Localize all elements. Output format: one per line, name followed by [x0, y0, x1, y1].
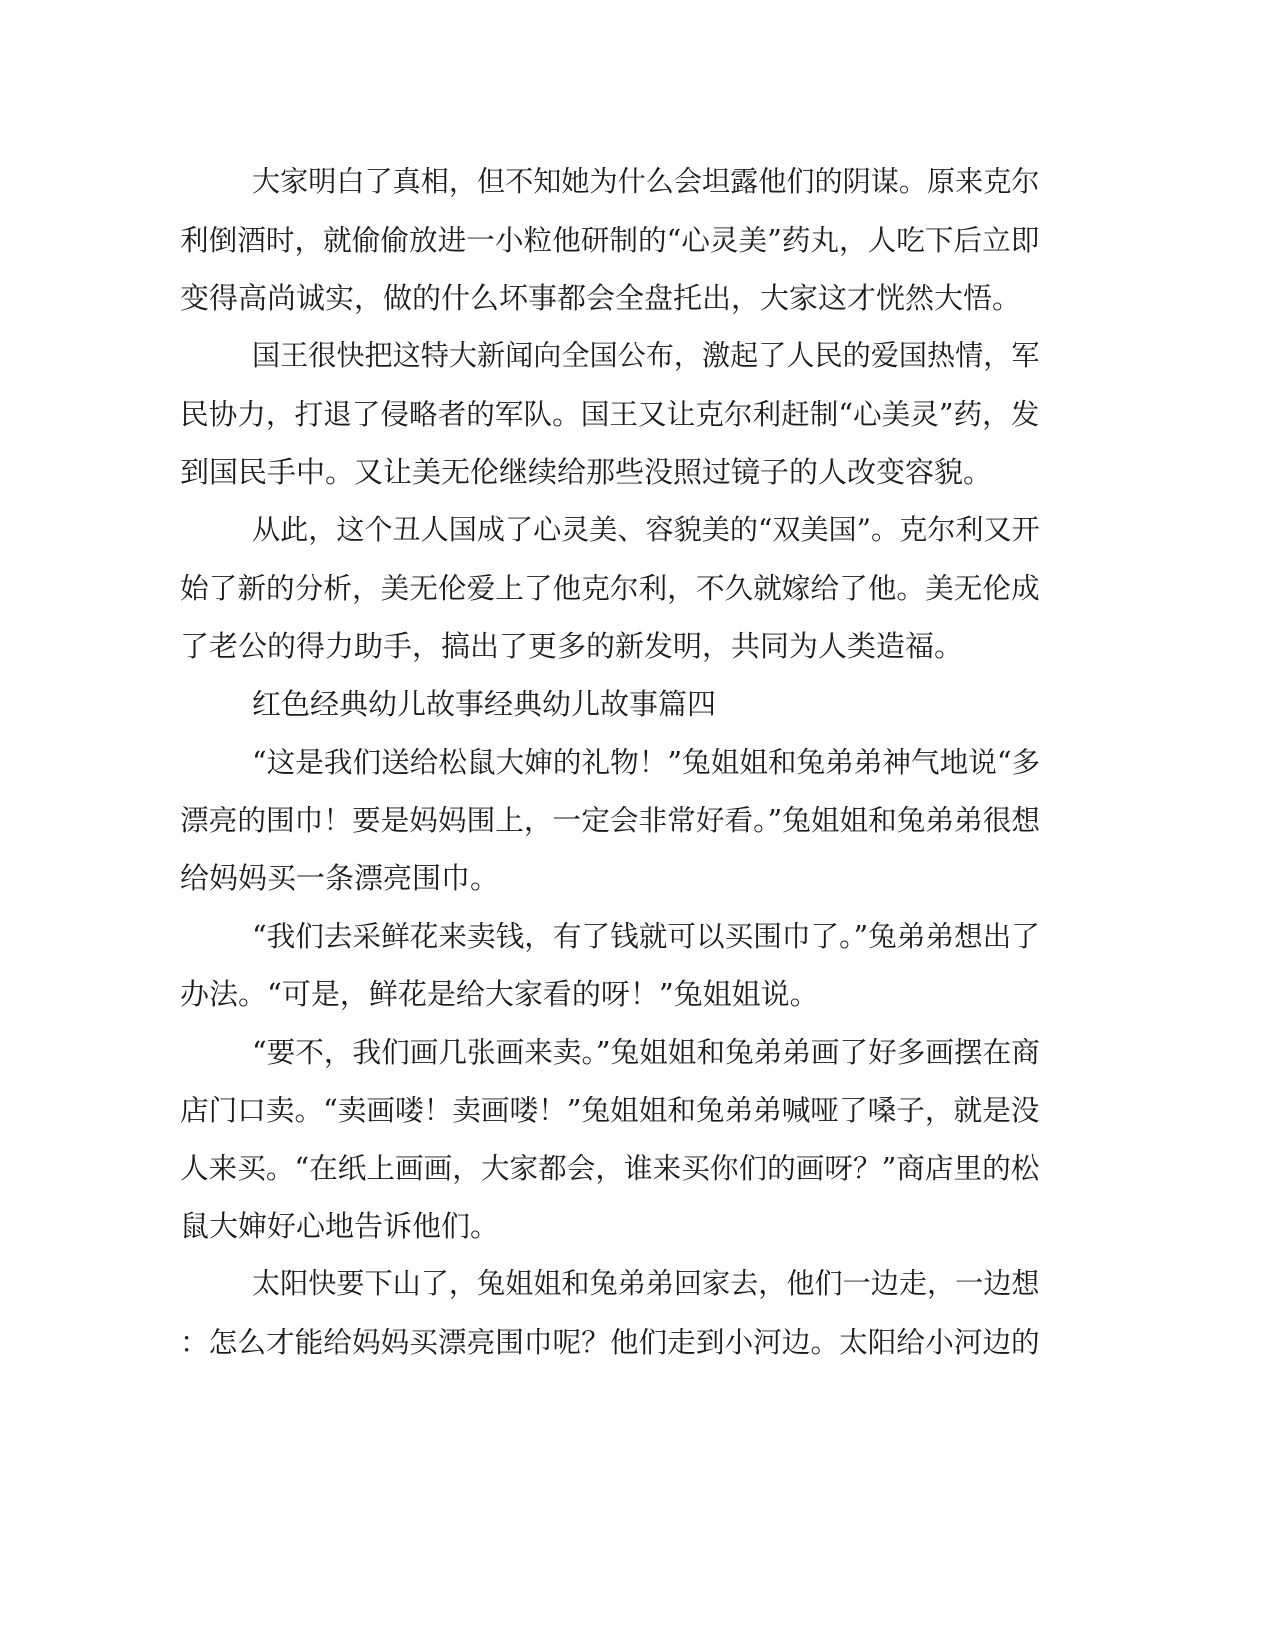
paragraph-line: 办法。“可是，鲜花是给大家看的呀！”兔姐姐说。: [180, 977, 819, 1011]
paragraph-line: ：怎么才能给妈妈买漂亮围巾呢？他们走到小河边。太阳给小河边的: [180, 1325, 1040, 1359]
paragraph-line: 太阳快要下山了，兔姐姐和兔弟弟回家去，他们一边走，一边想: [252, 1267, 1040, 1300]
paragraph-line: 变得高尚诚实，做的什么坏事都会全盘托出，大家这才恍然大悟。: [180, 281, 1022, 315]
paragraph-line: “要不，我们画几张画来卖。”兔姐姐和兔弟弟画了好多画摆在商: [252, 1035, 1040, 1069]
paragraph-line: 给妈妈买一条漂亮围巾。: [180, 861, 500, 895]
paragraph-line: 始了新的分析，美无伦爱上了他克尔利，不久就嫁给了他。美无伦成: [180, 571, 1040, 605]
paragraph-line: 漂亮的围巾！要是妈妈围上，一定会非常好看。”兔姐姐和兔弟弟很想: [180, 803, 1041, 837]
paragraph-line: 民协力，打退了侵略者的军队。国王又让克尔利赶制“心美灵”药，发: [180, 397, 1040, 431]
paragraph-line: 店门口卖。“卖画喽！卖画喽！”兔姐姐和兔弟弟喊哑了嗓子，就是没: [180, 1093, 1040, 1127]
paragraph-line: 大家明白了真相，但不知她为什么会坦露他们的阴谋。原来克尔: [252, 165, 1040, 198]
paragraph-line: 了老公的得力助手，搞出了更多的新发明，共同为人类造福。: [180, 629, 964, 663]
paragraph-line: 从此，这个丑人国成了心灵美、容貌美的“双美国”。克尔利又开: [252, 513, 1040, 546]
section-heading: 红色经典幼儿故事经典幼儿故事篇四: [252, 687, 717, 721]
paragraph-line: 国王很快把这特大新闻向全国公布，激起了人民的爱国热情，军: [252, 339, 1040, 372]
paragraph-line: 人来买。“在纸上画画，大家都会，谁来买你们的画呀？”商店里的松: [180, 1151, 1040, 1185]
paragraph-line: “我们去采鲜花来卖钱，有了钱就可以买围巾了。”兔弟弟想出了: [252, 919, 1040, 953]
paragraph-line: 到国民手中。又让美无伦继续给那些没照过镜子的人改变容貌。: [180, 455, 993, 489]
paragraph-line: 利倒酒时，就偷偷放进一小粒他研制的“心灵美”药丸，人吃下后立即: [180, 223, 1040, 257]
paragraph-line: “这是我们送给松鼠大婶的礼物！”兔姐姐和兔弟弟神气地说“多: [252, 745, 1041, 779]
paragraph-line: 鼠大婶好心地告诉他们。: [180, 1209, 500, 1243]
